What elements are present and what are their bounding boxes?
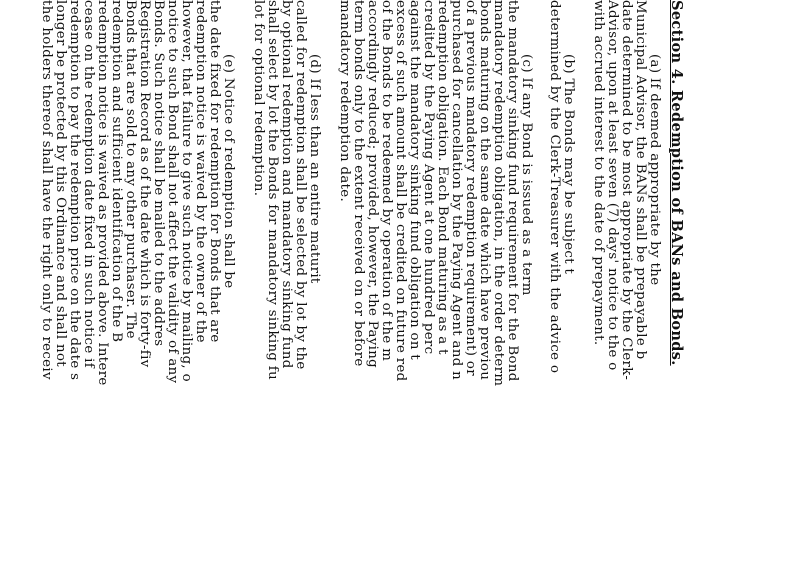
paragraph-c-line-13: term bonds only to the extent received on or before <box>351 0 366 367</box>
paragraph-c-line-7: redemption obligation. Each Bond maturing as a t <box>435 0 450 355</box>
paragraph-c-line-8: credited by the Paying Agent at one hundred perc <box>421 0 436 355</box>
paragraph-e-line-7: Registration Record as of the date which is forty-fiv <box>137 0 152 368</box>
paragraph-e-line-14: the holders thereof shall have the right only to receiv <box>39 0 54 380</box>
paragraph-c-line-9: against the mandatory sinking fund obligation on t <box>407 0 422 361</box>
paragraph-e-line-12: redemption to pay the redemption price on the date s <box>67 0 82 381</box>
paragraph-e-line-8: Bonds that are sold to any other purchaser. The <box>123 0 138 339</box>
paragraph-c-line-4: bonds maturing on the same date which have previou <box>477 0 492 381</box>
paragraph-c-line-5: of a previous mandatory redemption requirement) or <box>463 0 478 376</box>
paragraph-a-line-1: (a) If deemed appropriate by the <box>647 54 662 286</box>
paragraph-e-line-9: redemption and sufficient identification of the B <box>109 0 124 343</box>
paragraph-e-line-11: cease on the redemption date fixed in such notice if <box>81 0 96 368</box>
paragraph-e-line-4: however, that failure to give such notice by mailing, o <box>179 0 194 382</box>
section-title: Section 4. Redemption of BANs and Bonds. <box>668 0 685 366</box>
paragraph-c-line-3: mandatory redemption obligation, in the order determ <box>491 0 506 387</box>
paragraph-b-line-2: determined by the Clerk-Treasurer with the advice o <box>547 0 562 374</box>
paragraph-e-line-2: the date fixed for redemption for Bonds that are <box>207 0 222 343</box>
paragraph-c-line-10: excess of such amount shall be credited on future red <box>393 0 408 382</box>
paragraph-a-line-4: Advisor, upon at least seven (7) days' notice to the o <box>605 0 620 371</box>
paragraph-d-line-1: (d) If less than an entire maturit <box>307 54 322 284</box>
paragraph-e-line-3: redemption notice is waived by the owner of the <box>193 0 208 343</box>
paragraph-a-line-3: date determined to be most appropriate by the Clerk- <box>619 0 634 381</box>
paragraph-a-line-2: Municipal Advisor, the BANs shall be prepayable b <box>633 0 648 360</box>
paragraph-e-line-1: (e) Notice of redemption shall be <box>221 54 236 289</box>
paragraph-e-line-6: Bonds. Such notice shall be mailed to the addres <box>151 0 166 347</box>
paragraph-e-line-5: notice to such Bond shall not affect the validity of any <box>165 0 180 384</box>
paragraph-d-line-4: shall select by lot the Bonds for mandatory sinking fu <box>265 0 280 380</box>
paragraph-a-line-5: with accrued interest to the date of prepayment. <box>591 0 606 346</box>
paragraph-b-line-1: (b) The Bonds may be subject t <box>561 54 576 275</box>
paragraph-e-line-13: longer be protected by this Ordinance and shall not <box>53 0 68 367</box>
paragraph-c-line-6: purchased for cancellation by the Paying Agent and n <box>449 0 464 381</box>
paragraph-d-line-5: lot for optional redemption. <box>251 0 266 197</box>
paragraph-e-line-10: redemption notice is waived as provided above. Intere <box>95 0 110 386</box>
paragraph-c-line-12: accordingly reduced; provided, however, the Paying <box>365 0 380 369</box>
paragraph-c-line-11: of the Bonds to be redeemed by operation of the m <box>379 0 394 362</box>
paragraph-d-line-3: by optional redemption and mandatory sinking fund <box>279 0 294 369</box>
paragraph-c-line-2: the mandatory sinking fund requirement for the Bond <box>505 0 520 382</box>
paragraph-c-line-14: mandatory redemption date. <box>337 0 352 203</box>
paragraph-d-line-2: called for redemption shall be selected by lot by the <box>293 0 308 370</box>
paragraph-c-line-1: (c) If any Bond is issued as a term <box>519 54 534 296</box>
